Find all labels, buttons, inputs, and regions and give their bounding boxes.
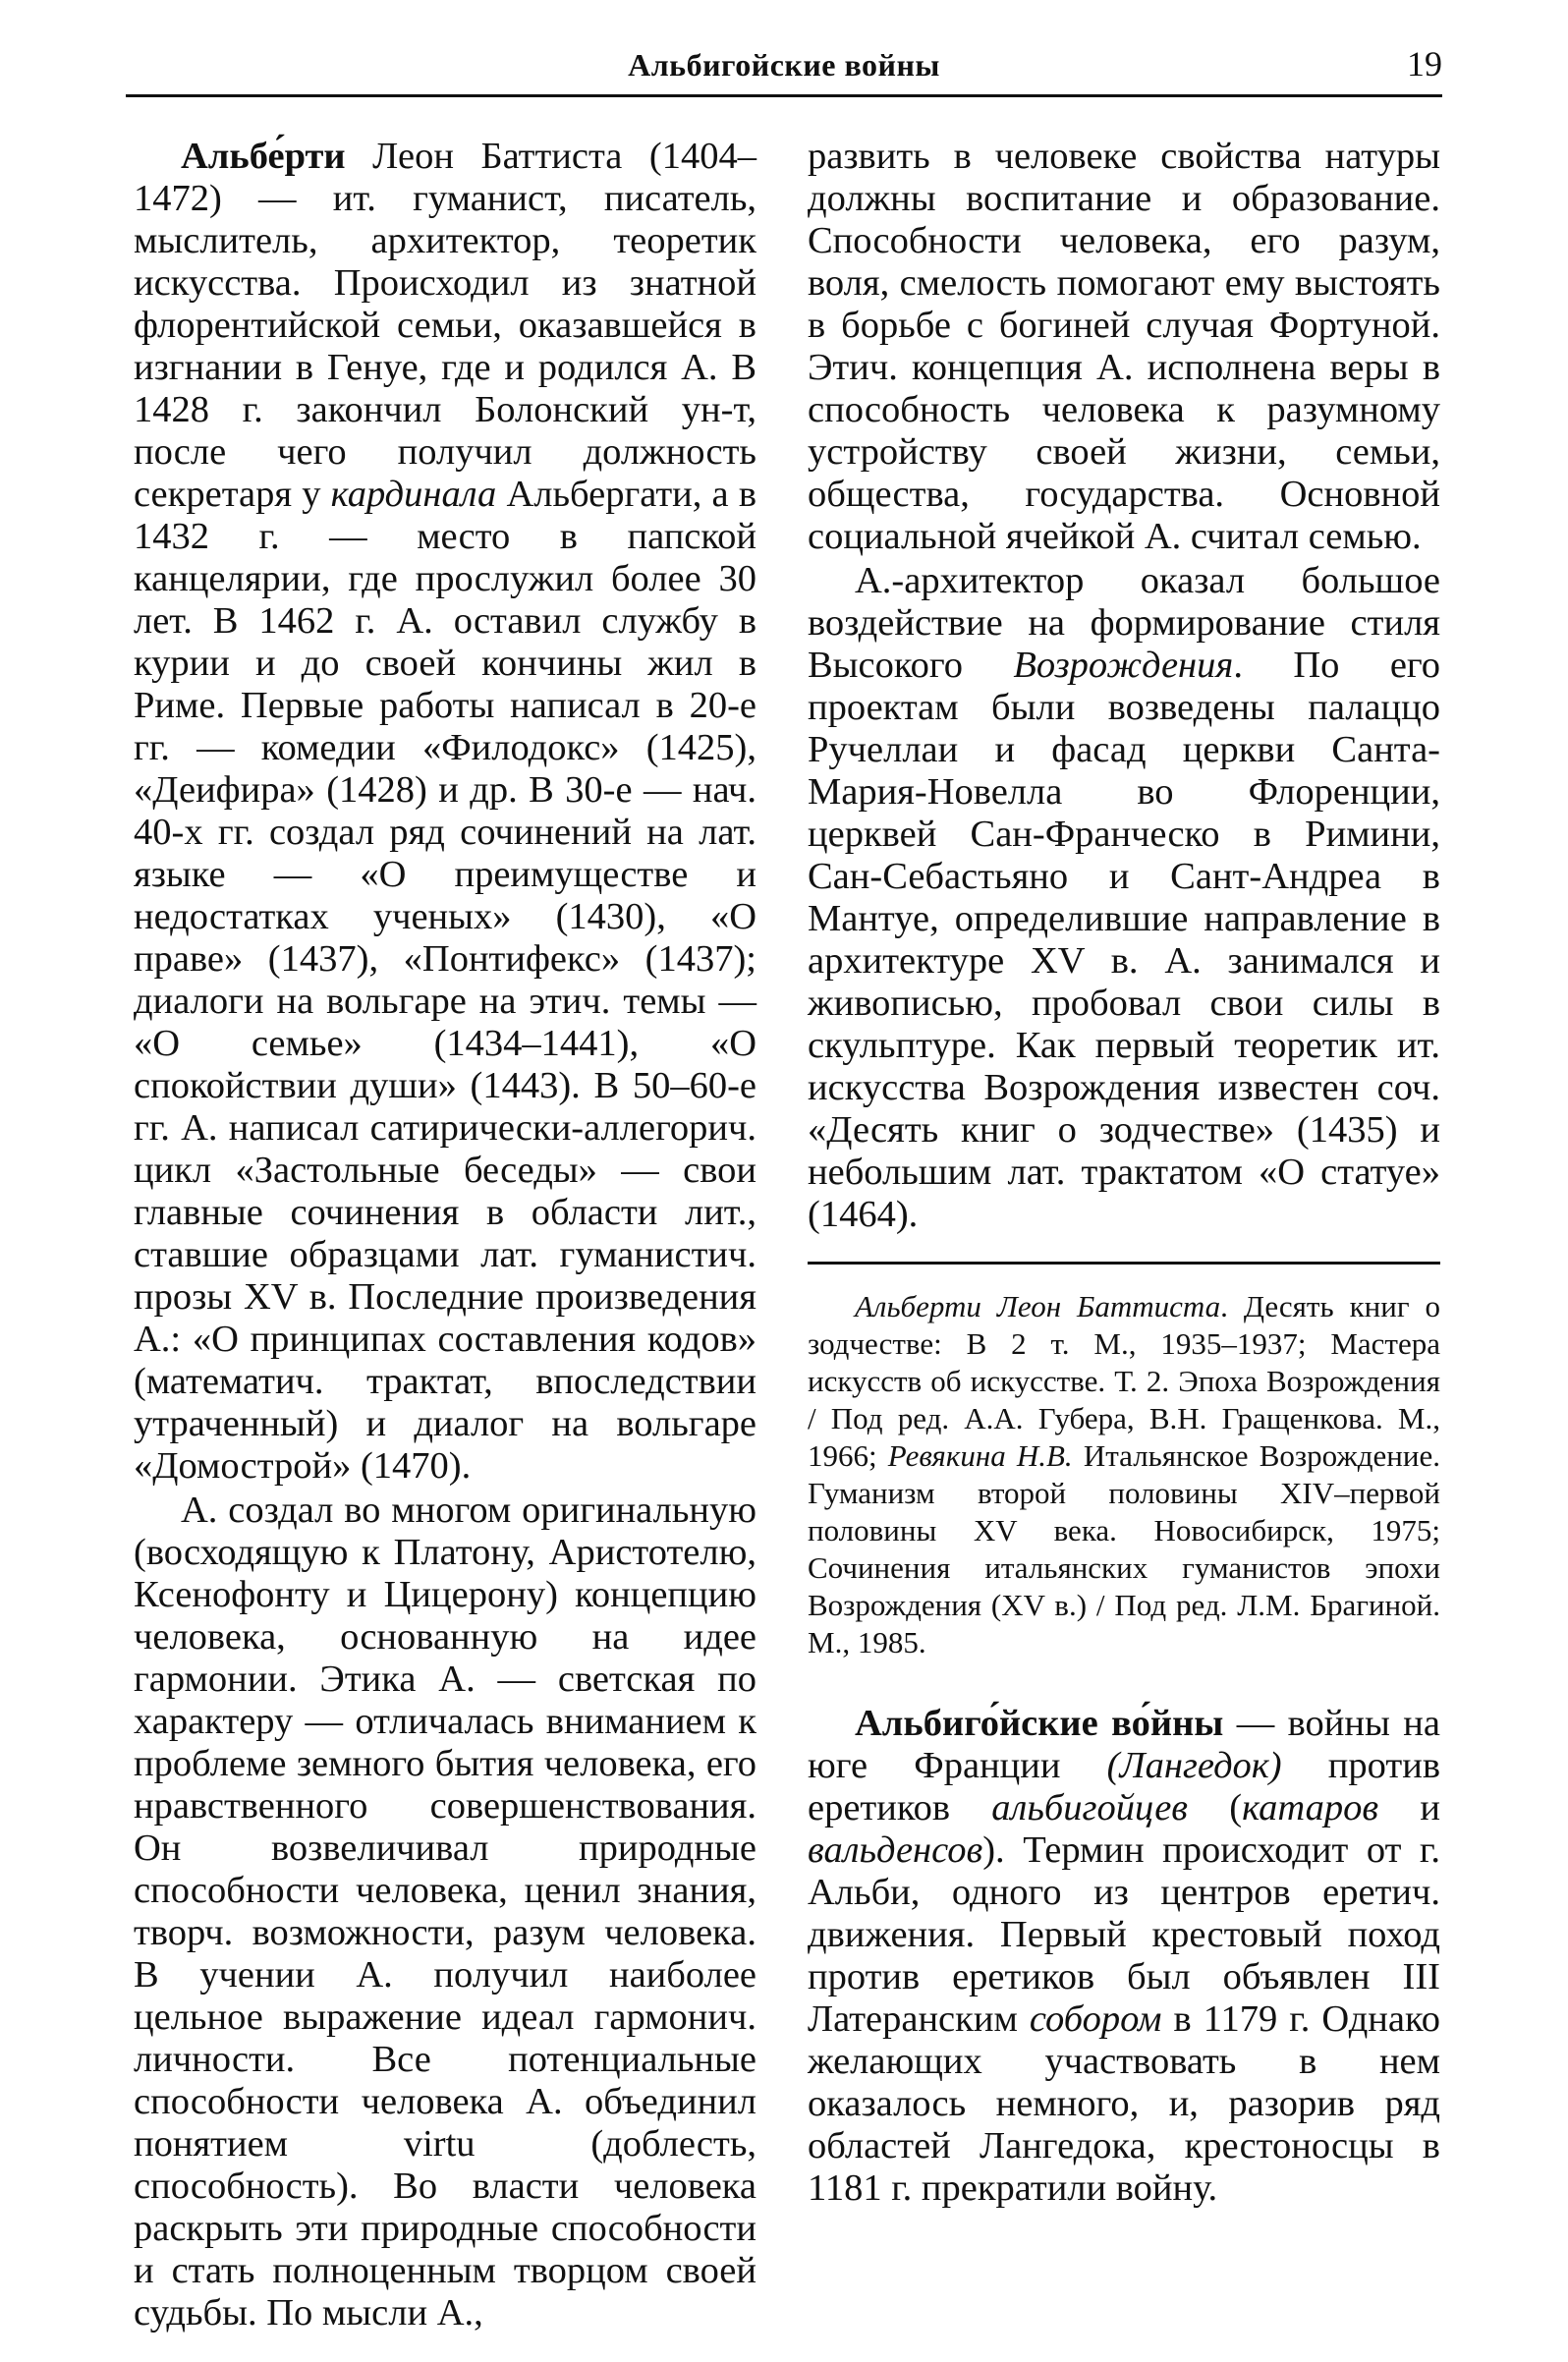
- albigensian-text-c: (: [1188, 1787, 1243, 1828]
- alberti-text-1b: Альбергати, а в 1432 г. — место в папской канцелярии, где прослужил более 30 лет. В 1462 г. А. оставил службу в курии и до своей кончины жил в Риме. Первые работы написал в 20-е гг. — комедии «Филодокс» (1425), «Деифира» (1428) и др. В 30-е — нач. 40-х гг. создал ряд сочинений на лат. языке — «О преимуществе и недостатках ученых» (1430), «О праве» (1437), «Понтифекс» (1437); диалоги на вольгаре на этич. темы — «О семье» (1434–1441), «О спокойствии души» (1443). В 50–60-е гг. А. написал сатирически-аллегорич. цикл «Застольные беседы» — свои главные сочинения в области лит., ставшие образцами лат. гуманистич. прозы XV в. Последние произведения А.: «О принципах составления кодов» (математич. трактат, впоследствии утраченный) и диалог на вольгаре «Домострой» (1470).: [134, 474, 757, 1487]
- entry-spacer: [808, 1661, 1440, 1703]
- albigensian-text-e: ). Термин происходит от г. Альби, одного из центров еретич. движения. Первый крестовый поход против еретиков был объявлен III Латеранским: [808, 1829, 1440, 2040]
- cross-reference-council[interactable]: собором: [1029, 1998, 1162, 2040]
- header-rule: [126, 94, 1442, 97]
- cross-reference-renaissance[interactable]: Возрождения: [1013, 645, 1234, 686]
- albigensian-text-b: против еретиков: [808, 1745, 1441, 1828]
- albigensian-text-f: в 1179 г. Однако желающих участвовать в нем оказалось немного, и, разорив ряд областей Лангедока, крестоносцы в 1181 г. прекратили войну.: [808, 1998, 1440, 2209]
- alberti-text-3b: . По его проектам были возведены палаццо Ручеллаи и фасад церкви Санта-Мария-Новелла во Флоренции, церквей Сан-Франческо в Римини, Сан-Себастьяно и Сант-Андреа в Мантуе, определившие направление в архитектуре XV в. А. занимался и живописью, пробовал свои силы в скульптуре. Как первый теоретик ит. искусства Возрождения известен соч. «Десять книг о зодчестве» (1435) и небольшим лат. трактатом «О статуе» (1464).: [808, 645, 1440, 1235]
- cross-reference-cathars[interactable]: катаров: [1242, 1787, 1379, 1828]
- page-header: [126, 43, 1442, 102]
- albigensian-text-d: и: [1378, 1787, 1440, 1828]
- alberti-text-3a: А.-архитектор оказал большое воздействие на формирование стиля Высокого: [808, 560, 1440, 686]
- bibliography-rule: [808, 1262, 1440, 1265]
- alberti-paragraph-2-continued: развить в человеке свойства натуры должны воспитание и образование. Способности человека, его разум, воля, смелость помогают ему выстоять в борьбе с богиней случая Фортуной. Этич. концепция А. исполнена веры в способность человека к разумному устройству своей жизни, семьи, общества, государства. Основной социальной ячейкой А. считал семью.: [808, 136, 1440, 557]
- alberti-bibliography: [808, 1288, 1440, 1661]
- bibliography-author-2: Ревякина Н.В.: [887, 1438, 1073, 1473]
- bibliography-author-1: Альберти Леон Баттиста: [855, 1289, 1221, 1323]
- cross-reference-languedoc[interactable]: (Лангедок): [1106, 1745, 1282, 1786]
- albigensian-headword: Альбиго́йские во́йны: [855, 1703, 1224, 1744]
- alberti-paragraph-1: [134, 136, 756, 1488]
- albigensian-text-a: — войны на юге Франции: [808, 1703, 1440, 1786]
- alberti-headword: Альбе́рти: [181, 136, 346, 177]
- bibliography-text-b: Итальянское Возрождение. Гуманизм второй половины XIV–первой половины XV века. Новосибирск, 1975; Сочинения итальянских гуманистов эпохи Возрождения (XV в.) / Под ред. Л.М. Брагиной. М., 1985.: [808, 1438, 1440, 1659]
- bibliography-text-a: . Десять книг о зодчестве: В 2 т. М., 1935–1937; Мастера искусств об искусстве. Т. 2. Эпоха Возрождения / Под ред. А.А. Губера, В.Н. Гращенкова. М., 1966;: [808, 1289, 1441, 1473]
- running-head: Альбигойские войны: [628, 47, 940, 83]
- cross-reference-albigenses[interactable]: альбигойцев: [991, 1787, 1188, 1828]
- alberti-text-1a: Леон Баттиста (1404–1472) — ит. гуманист, писатель, мыслитель, архитектор, теоретик искусства. Происходил из знатной флорентийской семьи, оказавшейся в изгнании в Генуе, где и родился А. В 1428 г. закончил Болонский ун-т, после чего получил должность секретаря у: [134, 136, 756, 515]
- page-number: 19: [1407, 44, 1442, 84]
- alberti-paragraph-2: А. создал во многом оригинальную (восходящую к Платону, Аристотелю, Ксенофонту и Цицерону) концепцию человека, основанную на идее гармонии. Этика А. — светская по характеру — отличалась вниманием к проблеме земного бытия человека, его нравственного совершенствования. Он возвеличивал природные способности человека, ценил знания, творч. возможности, разум человека. В учении А. получил наиболее цельное выражение идеал гармонич. личности. Все потенциальные способности человека А. объединил понятием virtu (доблесть, способность). Во власти человека раскрыть эти природные способности и стать полноценным творцом своей судьбы. По мысли А.,: [134, 1490, 756, 2334]
- albigensian-paragraph: [808, 1703, 1440, 2210]
- right-column: [808, 136, 1440, 2210]
- left-column: [134, 136, 756, 2334]
- alberti-paragraph-3: [808, 560, 1440, 1236]
- cross-reference-cardinal[interactable]: кардинала: [330, 474, 497, 515]
- cross-reference-waldenses[interactable]: вальденсов: [808, 1829, 983, 1871]
